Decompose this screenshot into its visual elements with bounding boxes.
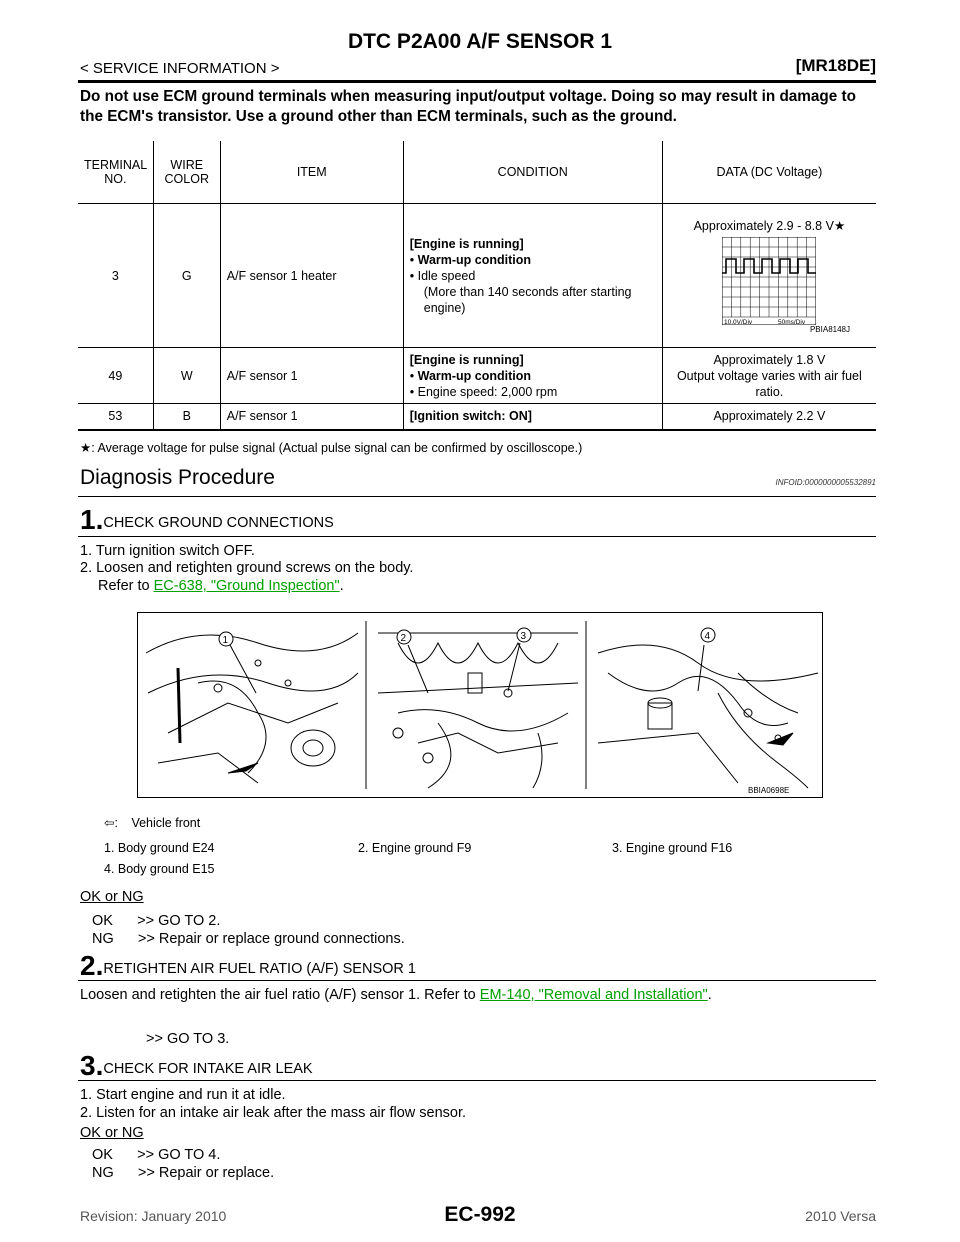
step-3-line: 2. Listen for an intake air leak after the mass air flow sensor. xyxy=(80,1105,467,1121)
star-icon: ★ xyxy=(833,218,846,233)
data-value: Approximately 2.9 - 8.8 V xyxy=(693,218,834,233)
cell-item: A/F sensor 1 heater xyxy=(220,204,403,348)
scope-volt-label: 10.0V/Div xyxy=(724,318,753,325)
th-item: ITEM xyxy=(220,141,403,204)
step-1-heading: 1.CHECK GROUND CONNECTIONS xyxy=(80,504,334,535)
cell-condition: [Ignition switch: ON] xyxy=(403,404,662,430)
data-value: Approximately 1.8 V xyxy=(713,352,826,367)
legend-item: 2. Engine ground F9 xyxy=(358,841,472,855)
table-row xyxy=(78,404,876,430)
condition-line: • Warm-up condition xyxy=(409,368,532,383)
condition-title: [Engine is running] xyxy=(409,236,524,251)
cell-condition xyxy=(403,204,662,348)
ok-line: OK >> GO TO 2. xyxy=(92,913,221,929)
table-row xyxy=(78,204,876,348)
figure-code: BBIA0698E xyxy=(748,786,790,795)
condition-line: • Warm-up condition xyxy=(409,252,532,267)
ok-ng-label: OK or NG xyxy=(80,889,144,905)
data-note: Output voltage varies with air fuel ratio. xyxy=(676,368,862,399)
callout-4: 4 xyxy=(704,631,711,642)
ok-line: OK >> GO TO 4. xyxy=(92,1147,221,1163)
warning-text: Do not use ECM ground terminals when measuring input/output voltage. Doing so may result in damage to the ECM's transistor. Use a ground other than ECM terminals, such as the ground. xyxy=(80,88,856,125)
ok-ng-label: OK or NG xyxy=(80,1125,144,1141)
callout-3: 3 xyxy=(520,631,527,642)
model-year: 2010 Versa xyxy=(805,1208,876,1224)
step-1-line: 2. Loosen and retighten ground screws on the body. xyxy=(80,560,414,576)
callout-1: 1 xyxy=(222,635,229,646)
cell-data xyxy=(662,204,876,348)
step-3-heading: 3.CHECK FOR INTAKE AIR LEAK xyxy=(80,1050,313,1081)
step-2-text: Loosen and retighten the air fuel ratio (A/F) sensor 1. Refer to EM-140, "Removal and Installation". xyxy=(80,987,712,1003)
step-2-rule xyxy=(78,980,876,981)
step-3-rule xyxy=(78,1080,876,1081)
oscilloscope-graph xyxy=(722,237,816,325)
condition-title: [Engine is running] xyxy=(409,352,524,367)
callout-2: 2 xyxy=(400,633,407,644)
legend-item: 4. Body ground E15 xyxy=(104,862,215,876)
step-2-goto: >> GO TO 3. xyxy=(146,1031,230,1047)
cell-terminal: 49 xyxy=(78,348,153,404)
ground-location-figure xyxy=(137,612,823,798)
condition-sub: (More than 140 seconds after starting engine) xyxy=(423,284,632,315)
table-row xyxy=(78,348,876,404)
vehicle-front-legend: ⇦: Vehicle front xyxy=(104,816,201,830)
step-2-heading: 2.RETIGHTEN AIR FUEL RATIO (A/F) SENSOR 1 xyxy=(80,950,416,981)
section-rule xyxy=(78,496,876,497)
header-rule xyxy=(78,80,876,83)
page-number: EC-992 xyxy=(444,1203,516,1226)
revision-date: Revision: January 2010 xyxy=(80,1208,227,1224)
th-data: DATA (DC Voltage) xyxy=(662,141,876,204)
step-1-rule xyxy=(78,536,876,537)
cell-wire: W xyxy=(153,348,220,404)
th-wire: WIRE COLOR xyxy=(153,141,220,204)
th-condition: CONDITION xyxy=(403,141,662,204)
ground-inspection-link[interactable]: EC-638, "Ground Inspection" xyxy=(153,578,340,594)
cell-condition xyxy=(403,348,662,404)
ng-line: NG >> Repair or replace ground connections. xyxy=(92,931,405,947)
arrow-left-icon: ⇦ xyxy=(104,816,115,830)
step-1-refer: Refer to EC-638, "Ground Inspection". xyxy=(98,578,344,594)
condition-line: • Engine speed: 2,000 rpm xyxy=(409,384,558,399)
star-icon: ★ xyxy=(80,441,92,455)
cell-data: Approximately 2.2 V xyxy=(662,404,876,430)
scope-code: PBIA8148J xyxy=(809,324,850,334)
page-title: DTC P2A00 A/F SENSOR 1 xyxy=(347,30,613,53)
section-label: < SERVICE INFORMATION > xyxy=(80,60,280,77)
legend-item: 3. Engine ground F16 xyxy=(612,841,733,855)
section-title: Diagnosis Procedure xyxy=(80,466,275,489)
cell-wire: B xyxy=(153,404,220,430)
th-terminal: TERMINAL NO. xyxy=(78,141,153,204)
cell-data xyxy=(662,348,876,404)
info-id: INFOID:0000000005532891 xyxy=(775,478,876,487)
condition-line: • Idle speed xyxy=(409,268,476,283)
legend-item: 1. Body ground E24 xyxy=(104,841,215,855)
step-1-line: 1. Turn ignition switch OFF. xyxy=(80,543,255,559)
cell-item: A/F sensor 1 xyxy=(220,404,403,430)
footnote: ★: Average voltage for pulse signal (Actual pulse signal can be confirmed by oscilloscope.) xyxy=(80,441,583,455)
cell-terminal: 53 xyxy=(78,404,153,430)
cell-wire: G xyxy=(153,204,220,348)
cell-item: A/F sensor 1 xyxy=(220,348,403,404)
removal-installation-link[interactable]: EM-140, "Removal and Installation" xyxy=(479,987,708,1003)
terminal-table xyxy=(78,141,876,431)
ng-line: NG >> Repair or replace. xyxy=(92,1165,275,1181)
cell-terminal: 3 xyxy=(78,204,153,348)
scope-time-label: 50ms/Div xyxy=(778,318,806,325)
step-3-line: 1. Start engine and run it at idle. xyxy=(80,1087,286,1103)
engine-code: [MR18DE] xyxy=(795,56,876,75)
